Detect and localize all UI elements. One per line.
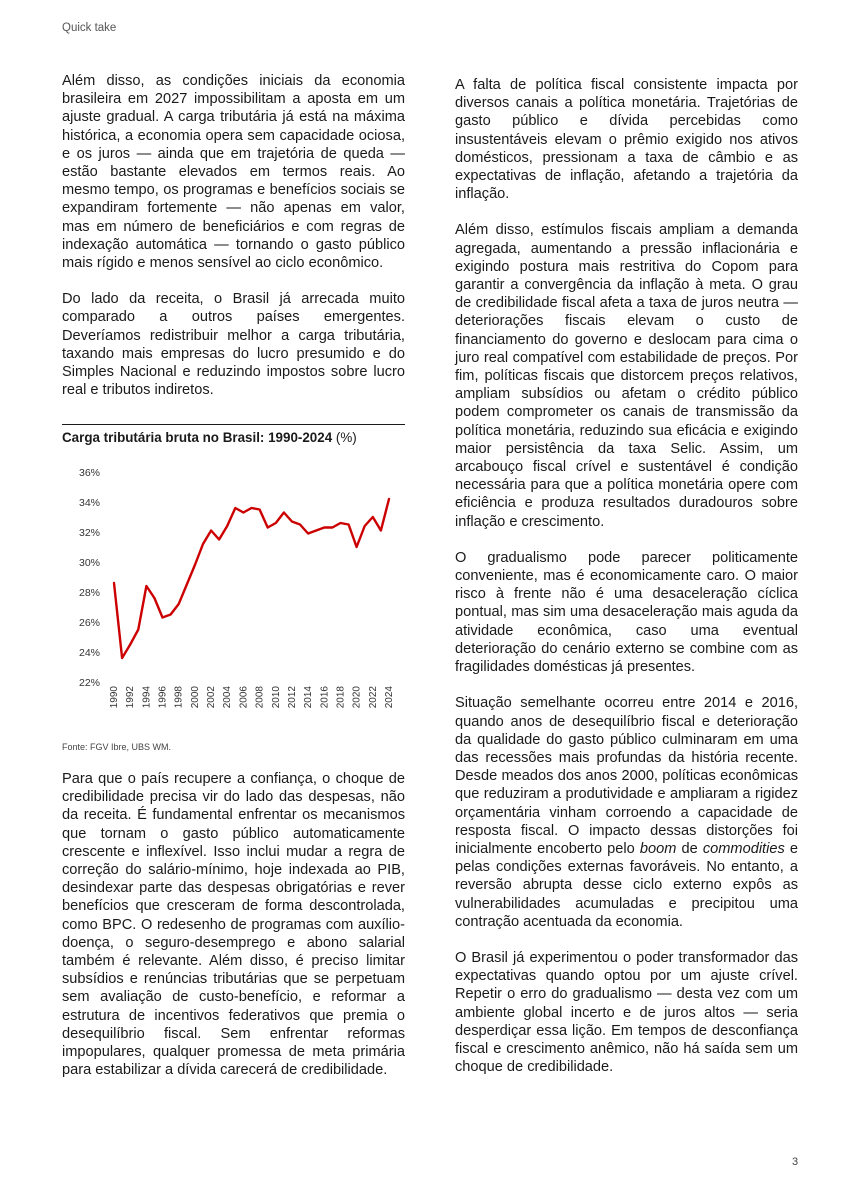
paragraph: O Brasil já experimentou o poder transformador das expectativas quando optou por um ajuste crível. Repetir o erro do gradualismo — desta vez com um ambiente global incerto e de juros altos — seria desperdiçar essa lição. Em tempos de desconfiança fiscal e crescimento anêmico, não há saída sem um choque de credibilidade.	[455, 949, 798, 1076]
x-tick-label: 2014	[303, 686, 315, 709]
x-tick-label: 2024	[384, 686, 395, 709]
x-tick-label: 2016	[319, 686, 331, 709]
tax-burden-chart	[62, 424, 405, 756]
text-run: de	[676, 840, 703, 857]
x-tick-label: 2018	[335, 686, 347, 709]
y-tick-label: 24%	[78, 647, 100, 659]
paragraph: O gradualismo pode parecer politicamente conveniente, mas é economicamente caro. O maior risco à frente não é uma desaceleração cíclica pontual, mas sim uma desaceleração mais aguda da atividade econômica, caso uma eventual deterioração do cenário externo se combine com as fragilidades domésticas já presentes.	[455, 549, 798, 676]
x-tick-label: 2002	[206, 686, 218, 709]
x-tick-label: 1990	[109, 686, 120, 709]
y-tick-label: 36%	[78, 467, 100, 479]
right-column	[455, 76, 798, 1094]
paragraph	[455, 694, 798, 931]
y-tick-label: 32%	[78, 527, 100, 539]
chart-title-unit: (%)	[335, 430, 357, 445]
chart-title-text: Carga tributária bruta no Brasil: 1990-2024	[62, 430, 333, 445]
chart-top-rule	[62, 424, 405, 425]
x-tick-label: 1994	[141, 686, 153, 709]
x-tick-label: 2000	[189, 686, 201, 709]
page-number: 3	[792, 1156, 799, 1168]
text-run: e pelas condições externas favoráveis. No entanto, a reversão abrupta desse ciclo externo expôs as vulnerabilidades acumuladas e precipitou uma contração acentuada da economia.	[455, 840, 799, 930]
x-tick-label: 1992	[125, 686, 137, 709]
left-column-bottom	[62, 770, 405, 1097]
emphasis-text: boom	[639, 840, 677, 857]
paragraph: Do lado da receita, o Brasil já arrecada muito comparado a outros países emergentes. Deveríamos redistribuir melhor a carga tributária, taxando mais empresas do lucro presumido e do Simples Nacional e reduzindo impostos sobre lucro real e tributos indiretos.	[62, 291, 405, 399]
y-tick-label: 22%	[78, 677, 100, 689]
paragraph: Além disso, estímulos fiscais ampliam a demanda agregada, aumentando a pressão inflacionária e exigindo postura mais restritiva do Copom para garantir a convergência da inflação à meta. O grau de credibilidade fiscal afeta a taxa de juros neutra — deteriorações fiscais elevam o custo de financiamento do governo e deslocam para cima o juro real compatível com estabilidade de preços. Por fim, políticas fiscais que distorcem preços relativos, ampliam subsídios ou afetam o crédito público podem comprometer os canais de transmissão da política monetária, reduzindo sua eficácia e exigindo maior persistência da taxa Selic. Assim, um arcabouço fiscal crível e sustentável é condição necessária para que a política monetária opere com eficiência e produza resultados duradouros sobre inflação e crescimento.	[455, 222, 798, 530]
x-tick-label: 2004	[222, 686, 234, 709]
paragraph: Além disso, as condições iniciais da economia brasileira em 2027 impossibilitam a aposta em um ajuste gradual. A carga tributária já está na máxima histórica, a economia opera sem capacidade ociosa, e os juros — ainda que em trajetória de queda — estão bastante elevados em termos reais. Ao mesmo tempo, os programas e benefícios sociais se expandiram fortemente — não apenas em valor, mas em número de beneficiários e com regras de indexação automática — tornando o gasto público mais rígido e menos sensível ao ciclo econômico.	[62, 73, 405, 272]
series-line-tax-burden	[114, 499, 389, 658]
chart-title	[62, 430, 357, 445]
x-tick-label: 2022	[367, 686, 379, 709]
document-header-label: Quick take	[62, 22, 117, 34]
chart-plot	[62, 458, 405, 742]
x-tick-label: 1996	[157, 686, 169, 709]
x-tick-label: 2010	[270, 686, 282, 709]
emphasis-text: commodities	[702, 840, 785, 857]
x-tick-label: 2012	[286, 686, 298, 709]
x-tick-label: 2020	[351, 686, 363, 709]
chart-source: Fonte: FGV Ibre, UBS WM.	[62, 742, 172, 752]
paragraph: Para que o país recupere a confiança, o choque de credibilidade precisa vir do lado das despesas, não da receita. É fundamental enfrentar os mecanismos que tornam o gasto público automaticamente crescente e inflexível. Isso inclui mudar a regra de correção do salário-mínimo, hoje indexada ao PIB, desindexar parte das despesas obrigatórias e rever benefícios que cresceram de forma descontrolada, como BPC. O redesenho de programas com auxílio-doença, o seguro-desemprego e abono salarial também é relevante. Além disso, é preciso limitar subsídios e renúncias tributárias que se perpetuam sem avaliação de custo-benefício, e reformar a estrutura de incentivos federativos que premia o desequilíbrio fiscal. Sem enfrentar reformas impopulares, qualquer promessa de meta primária para estabilizar a dívida carecerá de credibilidade.	[62, 771, 405, 1079]
x-tick-label: 2008	[254, 686, 266, 709]
text-run: Situação semelhante ocorreu entre 2014 e 2016, quando anos de desequilíbrio fiscal e deterioração da qualidade do gasto público culminaram em uma das recessões mais profundas da história recente. Desde meados dos anos 2000, políticas econômicas que reduziram a produtividade e ampliaram a rigidez orçamentária vinham corroendo a capacidade de resposta fiscal. O impacto dessas distorções foi inicialmente encoberto pelo	[455, 695, 798, 857]
paragraph: A falta de política fiscal consistente impacta por diversos canais a política monetária. Trajetórias de gasto público e dívida percebidas como insustentáveis elevam o prêmio exigido nos ativos domésticos, pressionam a taxa de câmbio e as expectativas de inflação, afetando a trajetória da inflação.	[455, 77, 798, 203]
x-tick-label: 1998	[173, 686, 185, 709]
left-column-top	[62, 72, 405, 417]
y-tick-label: 26%	[78, 617, 100, 629]
x-tick-label: 2006	[238, 686, 250, 709]
y-tick-label: 28%	[78, 587, 100, 599]
y-tick-label: 34%	[78, 497, 100, 509]
y-tick-label: 30%	[78, 557, 100, 569]
